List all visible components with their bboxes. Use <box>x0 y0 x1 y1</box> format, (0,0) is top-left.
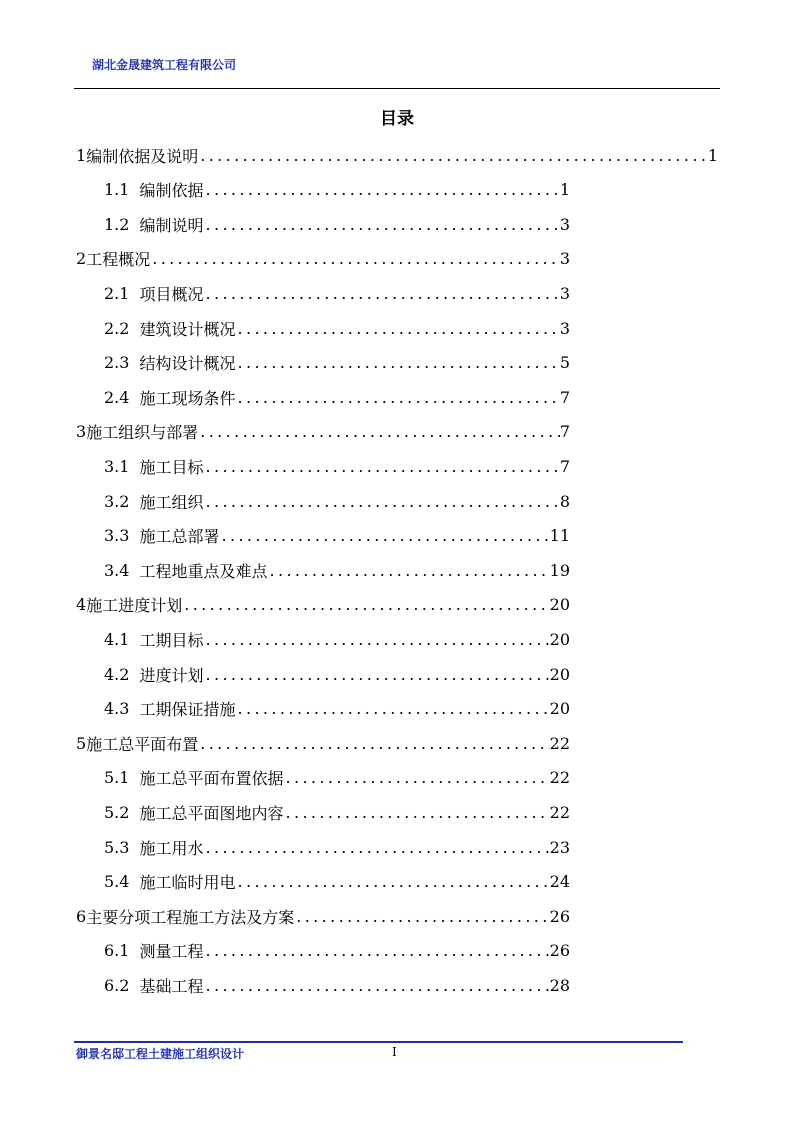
toc-entry-label: 施工组织 <box>139 492 204 512</box>
toc-entry-page: 20 <box>549 664 570 684</box>
toc-entry-number: 3.4 <box>104 560 130 580</box>
toc-entry-number: 3.3 <box>104 526 130 546</box>
toc-entry-label: 主要分项工程施工方法及方案 <box>86 907 295 927</box>
toc-entry-number: 4.1 <box>104 629 130 649</box>
toc-entry[interactable] <box>76 138 718 172</box>
toc-dot-leader <box>203 976 549 995</box>
toc-entry-number: 6.1 <box>104 941 130 961</box>
toc-dot-leader <box>203 457 559 476</box>
toc-dot-leader <box>283 803 549 822</box>
toc-dot-leader <box>198 734 549 753</box>
toc-dot-leader <box>203 838 549 857</box>
toc-entry-label: 建筑设计概况 <box>139 319 236 339</box>
footer-divider <box>74 1041 683 1043</box>
toc-dot-leader <box>203 284 559 303</box>
toc-entry-page: 20 <box>549 699 570 719</box>
toc-title: 目录 <box>380 109 414 129</box>
toc-entry-label: 施工总平面布置 <box>86 734 199 754</box>
toc-entry[interactable] <box>76 242 570 276</box>
toc-dot-leader <box>203 180 559 199</box>
toc-entry[interactable] <box>104 311 570 345</box>
toc-dot-leader <box>198 422 560 441</box>
toc-dot-leader <box>294 907 549 926</box>
toc-entry[interactable] <box>104 173 570 207</box>
toc-entry-label: 编制依据及说明 <box>86 146 199 166</box>
toc-entry-number: 2.2 <box>104 318 130 338</box>
toc-entry-page: 22 <box>549 802 570 822</box>
toc-entry-number: 6.2 <box>104 975 130 995</box>
toc-entry-page: 24 <box>549 872 570 892</box>
toc-entry-number: 2 <box>76 249 87 269</box>
toc-entry-label: 施工总平面图地内容 <box>139 803 284 823</box>
toc-dot-leader <box>235 872 549 891</box>
toc-entry-page: 28 <box>549 975 570 995</box>
toc-entry-label: 施工进度计划 <box>86 596 183 616</box>
toc-entry-number: 4 <box>76 595 87 615</box>
toc-dot-leader <box>283 768 549 787</box>
toc-entry[interactable] <box>104 519 570 553</box>
toc-entry-label: 工期保证措施 <box>139 700 236 720</box>
toc-entry-label: 工期目标 <box>139 630 204 650</box>
toc-entry-number: 6 <box>76 906 87 926</box>
toc-entry-number: 2.3 <box>104 353 130 373</box>
toc-entry-page: 5 <box>559 353 570 373</box>
toc-entry-label: 工程地重点及难点 <box>139 561 268 581</box>
toc-entry-page: 7 <box>559 422 570 442</box>
toc-entry-label: 施工总平面布置依据 <box>139 769 284 789</box>
toc-entry-number: 1 <box>76 145 87 165</box>
toc-entry[interactable] <box>104 553 570 587</box>
toc-entry-label: 测量工程 <box>139 942 204 962</box>
toc-entry-number: 4.3 <box>104 699 130 719</box>
toc-dot-leader <box>203 665 549 684</box>
toc-entry-label: 基础工程 <box>139 976 204 996</box>
toc-entry-number: 5.3 <box>104 837 130 857</box>
toc-entry-label: 编制说明 <box>139 215 204 235</box>
toc-entry-page: 8 <box>559 491 570 511</box>
toc-dot-leader <box>198 146 708 165</box>
toc-entry-page: 22 <box>549 733 570 753</box>
toc-entry-label: 施工目标 <box>139 457 204 477</box>
toc-entry-label: 施工临时用电 <box>139 873 236 893</box>
toc-entry-number: 3.2 <box>104 491 130 511</box>
toc-entry-page: 19 <box>549 560 570 580</box>
header-divider <box>74 88 720 89</box>
toc-entry[interactable] <box>76 415 570 449</box>
toc-entry-label: 进度计划 <box>139 665 204 685</box>
toc-entry-page: 3 <box>559 283 570 303</box>
toc-entry-label: 施工现场条件 <box>139 388 236 408</box>
toc-entry-label: 编制依据 <box>139 181 204 201</box>
toc-entry[interactable] <box>104 865 570 899</box>
toc-entry-page: 1 <box>559 180 570 200</box>
toc-entry-page: 7 <box>559 456 570 476</box>
toc-entry-number: 4.2 <box>104 664 130 684</box>
page-header-company: 湖北金晟建筑工程有限公司 <box>92 58 237 72</box>
toc-entry-page: 3 <box>559 318 570 338</box>
toc-entry[interactable] <box>104 968 570 1002</box>
toc-entry-label: 施工总部署 <box>139 527 220 547</box>
toc-entry[interactable] <box>76 588 570 622</box>
toc-dot-leader <box>219 526 549 545</box>
toc-entry-page: 22 <box>549 768 570 788</box>
toc-entry-label: 工程概况 <box>86 250 151 270</box>
toc-entry[interactable] <box>104 276 570 310</box>
toc-entry-number: 3.1 <box>104 456 130 476</box>
toc-entry[interactable] <box>104 934 570 968</box>
toc-dot-leader <box>235 699 549 718</box>
toc-entry[interactable] <box>104 346 570 380</box>
toc-entry-number: 5.2 <box>104 802 130 822</box>
toc-entry[interactable] <box>104 795 570 829</box>
toc-entry-number: 2.4 <box>104 387 130 407</box>
toc-entry-page: 20 <box>549 595 570 615</box>
toc-entry-page: 20 <box>549 629 570 649</box>
toc-entry[interactable] <box>104 449 570 483</box>
toc-dot-leader <box>203 492 559 511</box>
toc-dot-leader <box>203 215 559 234</box>
toc-entry[interactable] <box>76 899 570 933</box>
toc-entry-number: 2.1 <box>104 283 130 303</box>
toc-entry[interactable] <box>104 484 570 518</box>
toc-dot-leader <box>182 595 549 614</box>
toc-entry-number: 5.4 <box>104 872 130 892</box>
toc-dot-leader <box>235 388 559 407</box>
toc-entry[interactable] <box>104 380 570 414</box>
toc-dot-leader <box>150 249 560 268</box>
toc-entry[interactable] <box>104 657 570 691</box>
toc-entry-label: 施工用水 <box>139 838 204 858</box>
toc-entry-label: 项目概况 <box>139 284 204 304</box>
toc-entry-page: 3 <box>559 214 570 234</box>
toc-entry-page: 11 <box>549 526 570 546</box>
toc-entry-page: 23 <box>549 837 570 857</box>
toc-entry-page: 26 <box>549 941 570 961</box>
toc-entry-number: 5 <box>76 733 87 753</box>
toc-entry-number: 1.1 <box>104 180 130 200</box>
toc-entry[interactable] <box>104 761 570 795</box>
toc-entry[interactable] <box>76 726 570 760</box>
toc-entry-number: 3 <box>76 422 87 442</box>
toc-dot-leader <box>203 630 549 649</box>
footer-page-number: I <box>392 1045 397 1059</box>
toc-entry[interactable] <box>104 622 570 656</box>
toc-entry-page: 1 <box>707 145 718 165</box>
toc-dot-leader <box>267 561 549 580</box>
footer-project-name: 御景名邸工程土建施工组织设计 <box>76 1047 245 1061</box>
toc-entry-number: 5.1 <box>104 768 130 788</box>
toc-entry-page: 26 <box>549 906 570 926</box>
toc-entry[interactable] <box>104 830 570 864</box>
toc-entry-page: 3 <box>559 249 570 269</box>
toc-entry[interactable] <box>104 207 570 241</box>
toc-entry[interactable] <box>104 692 570 726</box>
toc-dot-leader <box>235 319 559 338</box>
toc-entry-number: 1.2 <box>104 214 130 234</box>
toc-entry-label: 施工组织与部署 <box>86 423 199 443</box>
toc-entry-label: 结构设计概况 <box>139 354 236 374</box>
toc-entry-page: 7 <box>559 387 570 407</box>
toc-dot-leader <box>235 353 559 372</box>
toc-dot-leader <box>203 941 549 960</box>
